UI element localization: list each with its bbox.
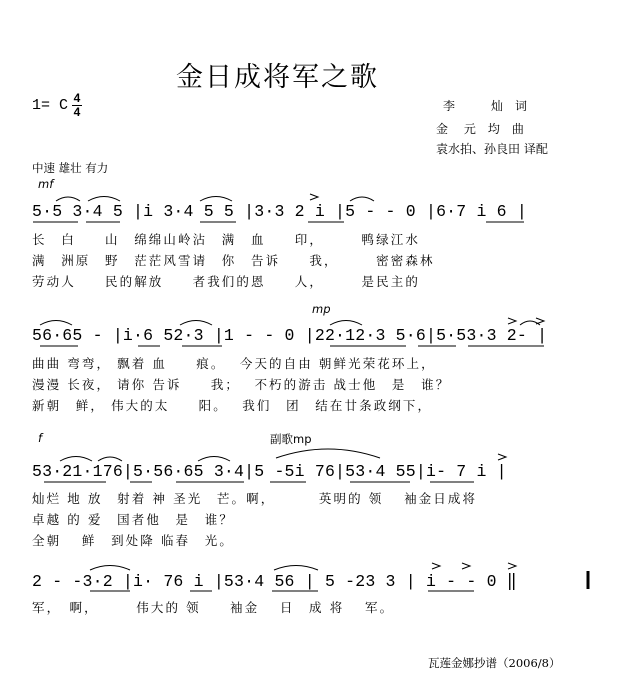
notation-line-4: 2 - -3·2 |i· 76 i |53·4 56 | 5 -23 3 | i - - 0 ‖ [32, 572, 517, 591]
tie-arc [40, 321, 72, 326]
lyric-line-2-verse-1: 曲曲 弯弯， 飘着 血 痕。 今天的自由 朝鲜光荣花环上， [32, 356, 436, 371]
accent-mark [536, 318, 544, 324]
lyric-line-2-verse-2: 漫漫 长夜， 请你 告诉 我； 不朽的游击 战士他 是 谁？ [32, 377, 451, 392]
translator-credit: 袁水拍、孙良田 译配 [436, 142, 548, 156]
chorus-marking: 副歌mp [270, 432, 312, 446]
tie-arc [98, 457, 122, 461]
tie-arc [350, 197, 374, 201]
lyric-line-3-verse-2: 卓越 的 爱 国者他 是 谁？ [32, 512, 234, 527]
song-title: 金日成将军之歌 [176, 62, 379, 93]
lyricist-credit: 李 灿 词 [443, 99, 528, 113]
accent-mark [310, 194, 318, 200]
lyric-line-3-verse-1: 灿烂 地 放 射着 神 圣光 芒。啊， 英明的 领 袖金日成将 [32, 491, 478, 506]
lyric-line-4-verse-1: 军， 啊， 伟大的 领 袖金 日 成 将 军。 [32, 600, 395, 615]
tie-arc [330, 321, 362, 326]
tie-arc [60, 457, 92, 462]
time-numerator: 4 [73, 91, 81, 105]
tie-arc [88, 197, 120, 202]
notation-line-3: 53·21·176|5·56·65 3·4|5 -5i 76|53·4 55|i- 7 i | [32, 462, 507, 481]
composer-credit: 金 元 均 曲 [436, 122, 524, 136]
lyric-line-3-verse-3: 全朝 鲜 到处降 临春 光。 [32, 533, 234, 548]
tie-arc [520, 321, 540, 325]
notation-line-2: 56·65 - |i·6 52·3 |1 - - 0 |22·12·3 5·6|5·53·3 2- | [32, 326, 548, 345]
slur-arc [276, 449, 380, 458]
accent-mark [508, 318, 516, 324]
tie-arc [180, 321, 212, 326]
accent-mark [432, 563, 440, 569]
lyric-line-1-verse-3: 劳动人 民的解放 者我们的恩 人， 是民主的 [32, 274, 420, 289]
notation-line-1: 5·5 3·4 5 |i 3·4 5 5 |3·3 2 i |5 - - 0 |6·7 i 6 | [32, 202, 527, 221]
tie-arc [274, 566, 318, 571]
dynamic-mf: mf [38, 177, 54, 191]
tempo-marking: 中速 雄壮 有力 [32, 161, 109, 175]
tie-arc [90, 566, 130, 571]
transcriber-credit: 瓦莲金娜抄谱（2006/8） [428, 656, 561, 670]
tie-arc [198, 457, 230, 462]
dynamic-mp: mp [312, 302, 331, 316]
accent-mark [462, 563, 470, 569]
tie-arc [56, 197, 80, 201]
accent-mark [498, 454, 506, 460]
tie-arc [200, 197, 232, 202]
lyric-line-1-verse-2: 满 洲原 野 茫茫风雪请 你 告诉 我， 密密森林 [32, 253, 435, 268]
key-signature: 1= C [32, 97, 69, 114]
dynamic-f: f [38, 431, 43, 445]
lyric-line-2-verse-3: 新朝 鲜， 伟大的太 阳。 我们 团 结在廿条政纲下， [32, 398, 433, 413]
lyric-line-1-verse-1: 长 白 山 绵绵山岭沾 满 血 印， 鸭绿江水 [32, 232, 420, 247]
time-denominator: 4 [73, 105, 81, 119]
accent-mark [508, 563, 516, 569]
